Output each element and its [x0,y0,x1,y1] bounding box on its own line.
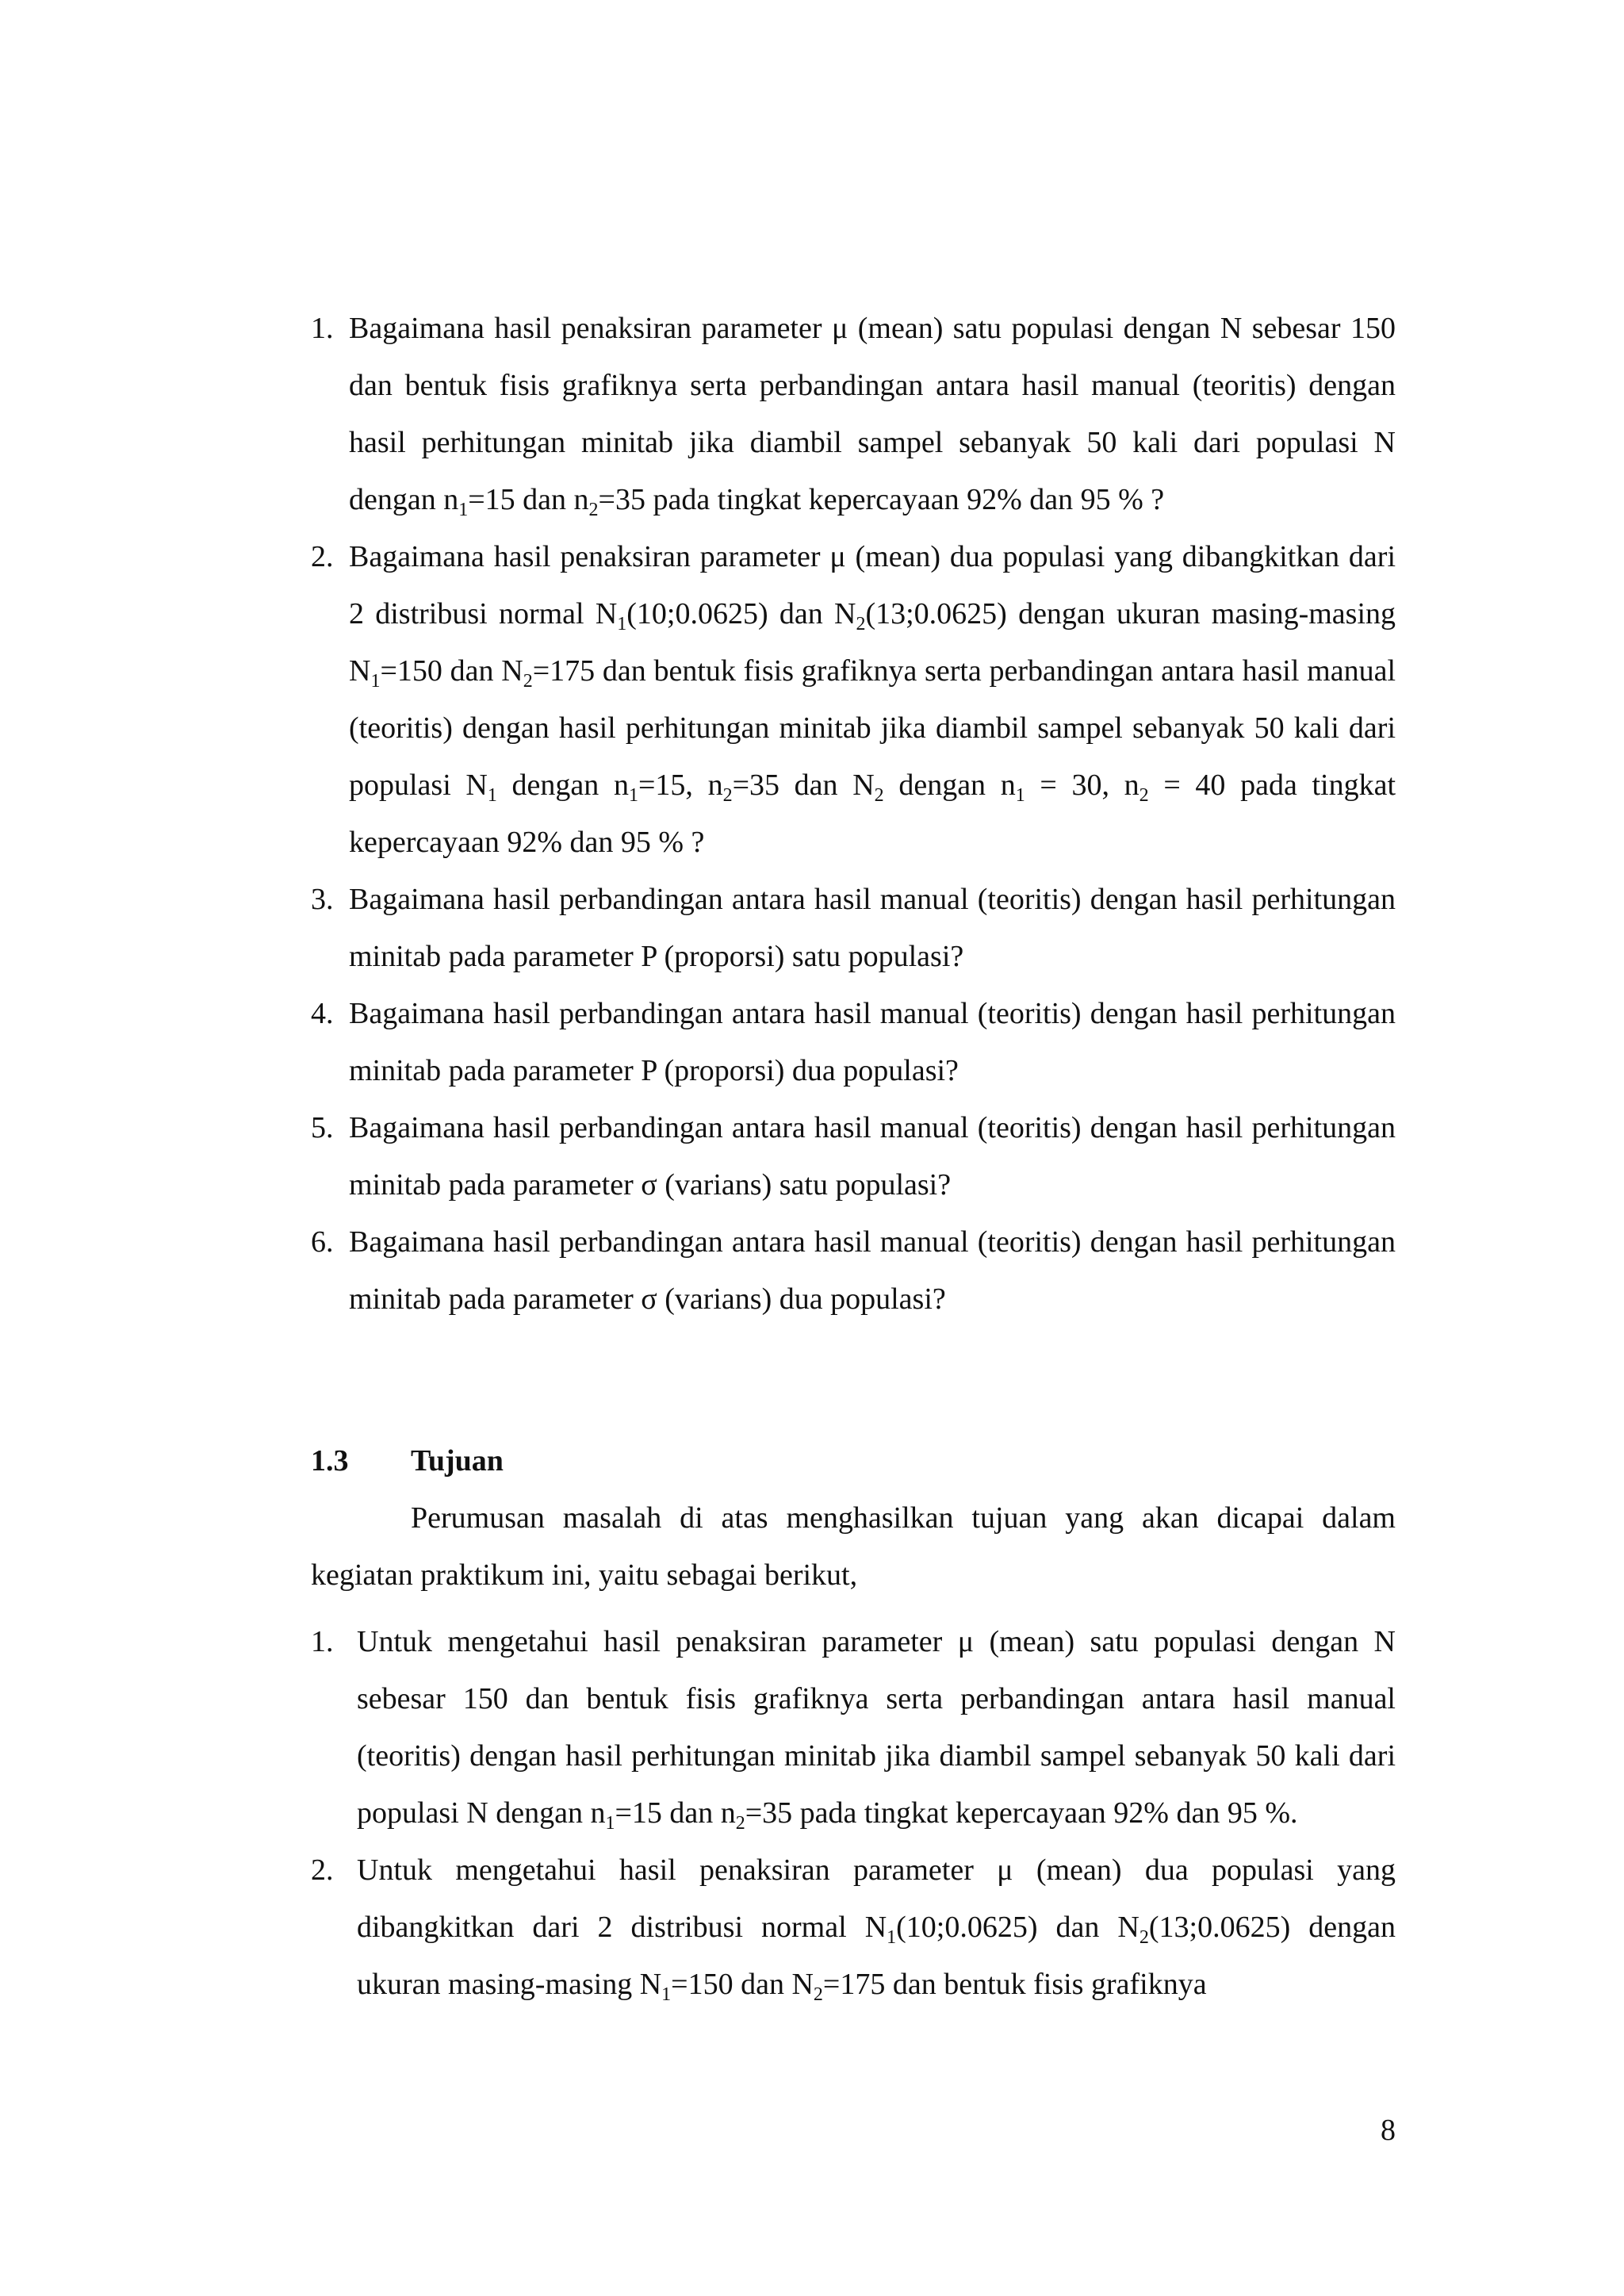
list-number: 2. [311,1853,334,1887]
list-item: 2. Bagaimana hasil penaksiran parameter μ (mean) dua populasi yang dibangkitkan dari 2 distribusi normal $N_1(10;0.0625)$ dan $N_2(13;0.0625)$ dengan ukuran masing-masing $N_1=150$ dan $N_2=175$ dan bentuk fisis grafiknya serta perbandingan antara hasil manual (teoritis) dengan hasil perhitungan minitab jika diambil sampel sebanyak 50 kali dari populasi $N_1$ dengan $n_1=15$, $n_2=35$ dan $N_2$ dengan $n_1 = 30$, $n_2 = 40$ pada tingkat kepercayaan 92% dan 95 % ? [311,528,1396,871]
list-item: 4. Bagaimana hasil perbandingan antara hasil manual (teoritis) dengan hasil perhitungan minitab pada parameter P (proporsi) dua populasi? [311,985,1396,1099]
list-item: 1. Bagaimana hasil penaksiran parameter μ (mean) satu populasi dengan N sebesar 150 dan bentuk fisis grafiknya serta perbandingan antara hasil manual (teoritis) dengan hasil perhitungan minitab jika diambil sampel sebanyak 50 kali dari populasi N dengan $n_1=15$ dan $n_2=35$ pada tingkat kepercayaan 92% dan 95 % ? [311,300,1396,528]
problem-list [311,300,1396,1328]
section-heading [311,1432,504,1489]
objective-list [311,1613,1396,2013]
list-number: 1. [311,1625,334,1658]
list-number: 4. [311,997,334,1030]
list-item: 5. Bagaimana hasil perbandingan antara hasil manual (teoritis) dengan hasil perhitungan minitab pada parameter σ (varians) satu populasi? [311,1099,1396,1213]
list-item: 1. Untuk mengetahui hasil penaksiran parameter μ (mean) satu populasi dengan N sebesar 150 dan bentuk fisis grafiknya serta perbandingan antara hasil manual (teoritis) dengan hasil perhitungan minitab jika diambil sampel sebanyak 50 kali dari populasi N dengan $n_1=15$ dan $n_2=35$ pada tingkat kepercayaan 92% dan 95 %. [311,1613,1396,1842]
list-number: 6. [311,1225,334,1259]
list-number: 2. [311,540,334,573]
list-number: 1. [311,312,334,345]
section-number: 1.3 [311,1444,349,1478]
list-number: 3. [311,883,334,916]
section-title: Tujuan [411,1444,504,1478]
page-number: 8 [1381,2114,1396,2147]
list-item: 6. Bagaimana hasil perbandingan antara hasil manual (teoritis) dengan hasil perhitungan minitab pada parameter σ (varians) dua populasi? [311,1213,1396,1328]
list-item: 3. Bagaimana hasil perbandingan antara hasil manual (teoritis) dengan hasil perhitungan minitab pada parameter P (proporsi) satu populasi? [311,871,1396,985]
list-item: 2. Untuk mengetahui hasil penaksiran parameter μ (mean) dua populasi yang dibangkitkan dari 2 distribusi normal $N_1(10;0.0625)$ dan $N_2(13;0.0625)$ dengan ukuran masing-masing $N_1=150$ dan $N_2=175$ dan bentuk fisis grafiknya [311,1842,1396,2013]
list-number: 5. [311,1111,334,1144]
section-intro: Perumusan masalah di atas menghasilkan tujuan yang akan dicapai dalam kegiatan praktikum ini, yaitu sebagai berikut, [311,1501,1396,1592]
